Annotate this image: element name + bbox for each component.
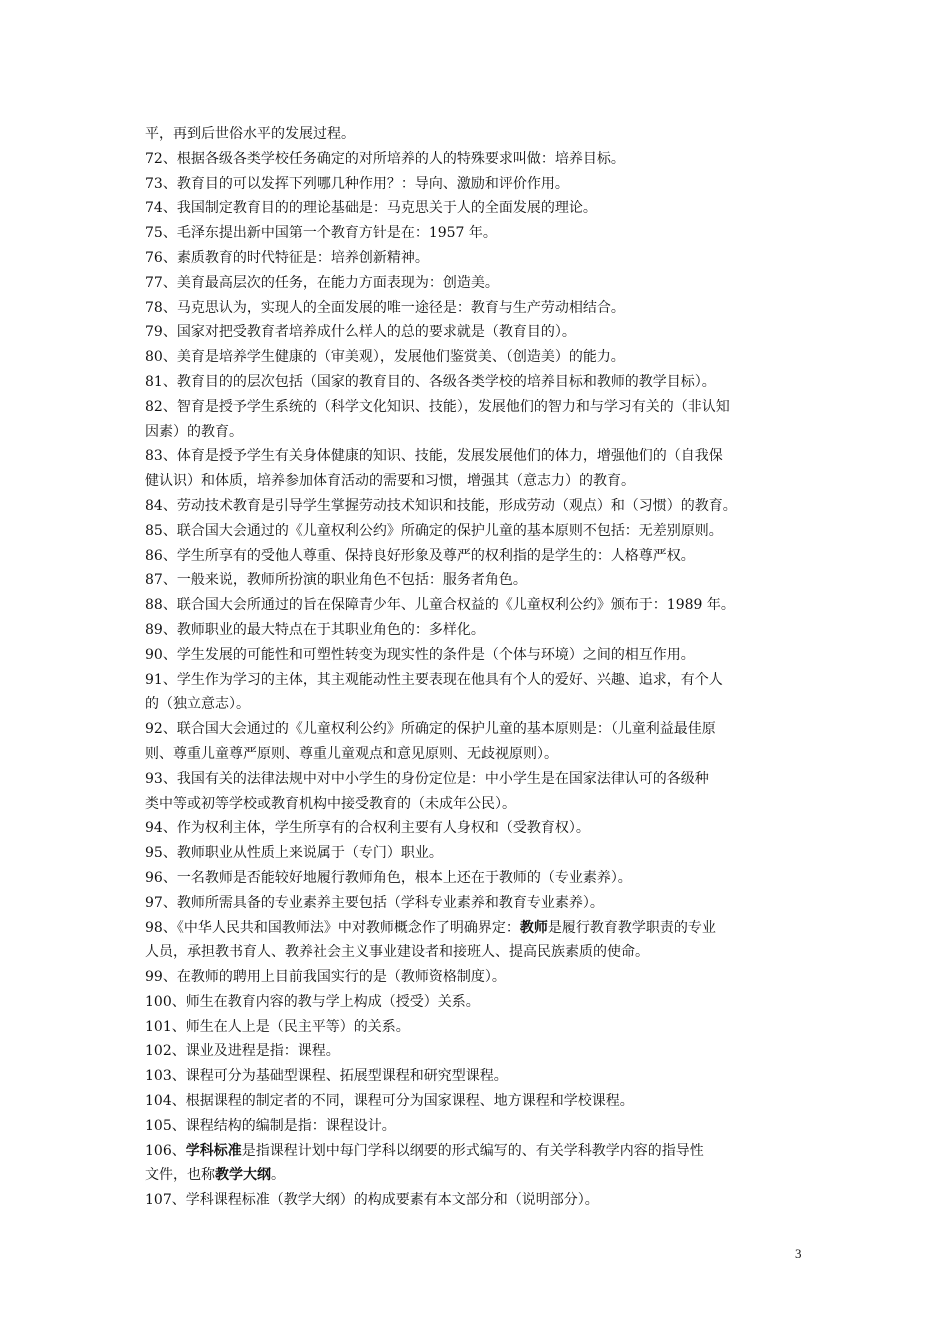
text-line: 74、我国制定教育目的的理论基础是：马克思关于人的全面发展的理论。: [145, 200, 597, 217]
document-body: [145, 122, 813, 1213]
page-number: 3: [795, 1246, 802, 1261]
text-line: 的（独立意志）。: [145, 696, 250, 713]
text-line: 84、劳动技术教育是引导学生掌握劳动技术知识和技能，形成劳动（观点）和（习惯）的教育。: [145, 497, 737, 514]
text-line: 90、学生发展的可能性和可塑性转变为现实性的条件是（个体与环境）之间的相互作用。: [145, 646, 695, 663]
term-syllabus-bold: 教学大纲: [215, 1167, 271, 1184]
text-line: 类中等或初等学校或教育机构中接受教育的（未成年公民）。: [145, 795, 516, 812]
text-line: 105、课程结构的编制是指：课程设计。: [145, 1117, 396, 1134]
text-line: 77、美育最高层次的任务，在能力方面表现为：创造美。: [145, 274, 499, 291]
text-line: 则、尊重儿童尊严原则、尊重儿童观点和意见原则、无歧视原则）。: [145, 745, 558, 762]
text-line: 95、教师职业从性质上来说属于（专门）职业。: [145, 845, 443, 862]
text-line: 85、联合国大会通过的《儿童权利公约》所确定的保护儿童的基本原则不包括：无差别原则。: [145, 522, 723, 539]
text-line: 99、在教师的聘用上目前我国实行的是（教师资格制度）。: [145, 969, 506, 986]
text-line: 86、学生所享有的受他人尊重、保持良好形象及尊严的权利指的是学生的：人格尊严权。: [145, 547, 695, 564]
text-line: 93、我国有关的法律法规中对中小学生的身份定位是：中小学生是在国家法律认可的各级种: [145, 770, 709, 787]
text-line: 健认识）和体质，培养参加体育活动的需要和习惯，增强其（意志力）的教育。: [145, 473, 635, 490]
text-line: 81、教育目的的层次包括（国家的教育目的、各级各类学校的培养目标和教师的教学目标）。: [145, 373, 716, 390]
text-line-98: [145, 916, 813, 941]
text-line: 92、联合国大会通过的《儿童权利公约》所确定的保护儿童的基本原则是：（儿童利益最佳原: [145, 721, 716, 738]
text-line: 79、国家对把受教育者培养成什么样人的总的要求就是（教育目的）。: [145, 324, 576, 341]
text-line-106-cont: [145, 1163, 813, 1188]
text-line: 91、学生作为学习的主体，其主观能动性主要表现在他具有个人的爱好、兴趣、追求，有个人: [145, 671, 723, 688]
text-106b-lead: 文件，也称: [145, 1167, 215, 1184]
text-line-106: [145, 1139, 813, 1164]
text-line: 89、教师职业的最大特点在于其职业角色的：多样化。: [145, 621, 485, 638]
text-line: 73、教育目的可以发挥下列哪几种作用？：导向、激励和评价作用。: [145, 175, 569, 192]
text-106-lead: 106、: [145, 1142, 186, 1159]
text-line: 82、智育是授予学生系统的（科学文化知识、技能），发展他们的智力和与学习有关的（非认知: [145, 398, 730, 415]
text-line: 83、体育是授予学生有关身体健康的知识、技能，发展发展他们的体力，增强他们的（自我保: [145, 448, 723, 465]
text-line: 94、作为权利主体，学生所享有的合权利主要有人身权和（受教育权）。: [145, 820, 590, 837]
text-line: 104、根据课程的制定者的不同，课程可分为国家课程、地方课程和学校课程。: [145, 1093, 634, 1110]
text-line: 78、马克思认为，实现人的全面发展的唯一途径是：教育与生产劳动相结合。: [145, 299, 625, 316]
term-subject-standard-bold: 学科标准: [185, 1142, 242, 1159]
text-line: 97、教师所需具备的专业素养主要包括（学科专业素养和教育专业素养）。: [145, 894, 604, 911]
text-line: 101、师生在人上是（民主平等）的关系。: [145, 1018, 410, 1035]
text-line: 76、素质教育的时代特征是：培养创新精神。: [145, 249, 429, 266]
text-line: 87、一般来说，教师所扮演的职业角色不包括：服务者角色。: [145, 572, 527, 589]
text-98-tail: 是履行教育教学职责的专业: [547, 919, 716, 936]
text-106b-tail: 。: [271, 1167, 285, 1184]
text-line: 72、根据各级各类学校任务确定的对所培养的人的特殊要求叫做：培养目标。: [145, 150, 625, 167]
text-98-lead: 98、《中华人民共和国教师法》中对教师概念作了明确界定：: [145, 919, 520, 936]
text-line: 因素）的教育。: [145, 423, 243, 440]
text-line: 88、联合国大会所通过的旨在保障青少年、儿童合权益的《儿童权利公约》颁布于：1989 年。: [145, 597, 735, 614]
text-line: 107、学科课程标准（教学大纲）的构成要素有本文部分和（说明部分）。: [145, 1192, 599, 1209]
text-line: 103、课程可分为基础型课程、拓展型课程和研究型课程。: [145, 1068, 508, 1085]
text-line: 102、课业及进程是指：课程。: [145, 1043, 340, 1060]
text-line: 人员，承担教书育人、教养社会主义事业建设者和接班人、提高民族素质的使命。: [145, 944, 649, 961]
text-line: 75、毛泽东提出新中国第一个教育方针是在：1957 年。: [145, 225, 497, 242]
text-line: 80、美育是培养学生健康的（审美观），发展他们鉴赏美、（创造美）的能力。: [145, 349, 625, 366]
text-line: 平，再到后世俗水平的发展过程。: [145, 126, 355, 142]
text-line: 100、师生在教育内容的教与学上构成（授受）关系。: [145, 993, 480, 1010]
text-106-tail: 是指课程计划中每门学科以纲要的形式编写的、有关学科教学内容的指导性: [241, 1142, 704, 1159]
term-teacher-bold: 教师: [519, 919, 548, 936]
text-line: 96、一名教师是否能较好地履行教师角色，根本上还在于教师的（专业素养）。: [145, 869, 632, 886]
